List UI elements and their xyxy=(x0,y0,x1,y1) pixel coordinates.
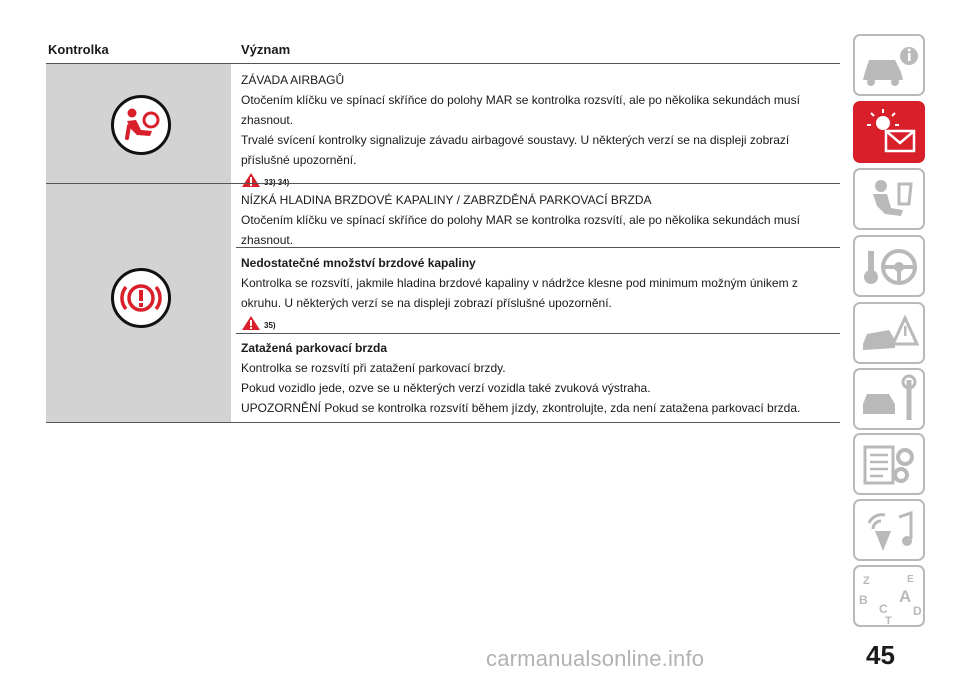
car-info-icon xyxy=(855,36,925,96)
multimedia-tab[interactable] xyxy=(853,499,925,561)
warning-triangle-icon xyxy=(241,172,261,188)
parking-brake-line-1: Kontrolka se rozsvítí při zatažení parkovací brzdy. xyxy=(241,361,506,375)
brake-description xyxy=(241,190,831,250)
table-bottom-rule xyxy=(46,422,840,423)
starting-driving-tab[interactable] xyxy=(853,235,925,297)
parking-brake-section xyxy=(241,338,831,418)
svg-text:A: A xyxy=(899,587,912,606)
brake-fluid-heading: Nedostatečné množství brzdové kapaliny xyxy=(241,256,476,270)
car-wrench-icon xyxy=(855,370,925,430)
airbag-paragraph-2: Trvalé svícení kontrolky signalizuje závadu airbagové soustavy. U některých verzí se na displeji zobrazí příslušné upozornění. xyxy=(241,133,790,167)
svg-text:Z: Z xyxy=(863,575,870,587)
alphabet-index-icon xyxy=(855,567,925,627)
svg-text:C: C xyxy=(879,602,888,616)
brake-sub-divider-2 xyxy=(236,333,840,334)
brake-title: NÍZKÁ HLADINA BRZDOVÉ KAPALINY / ZABRZDĚNÁ PARKOVACÍ BRZDA xyxy=(241,193,652,207)
list-gears-icon xyxy=(855,435,925,495)
brake-fluid-warning-refs xyxy=(241,315,831,331)
airbag-warning-icon xyxy=(111,95,171,155)
airbag-description xyxy=(241,70,831,188)
svg-text:B: B xyxy=(859,593,868,607)
key-steering-icon xyxy=(855,237,925,297)
car-crash-warning-icon xyxy=(855,304,925,364)
airbag-warning-refs xyxy=(241,172,831,188)
emergency-tab[interactable] xyxy=(853,302,925,364)
warning-triangle-icon xyxy=(241,315,261,331)
warning-light-envelope-icon xyxy=(855,103,925,163)
watermark: carmanualsonline.info xyxy=(486,646,705,671)
technical-data-tab[interactable] xyxy=(853,433,925,495)
index-tab[interactable] xyxy=(853,565,925,627)
airbag-title: ZÁVADA AIRBAGŮ xyxy=(241,73,345,87)
antenna-music-icon xyxy=(855,501,925,561)
brake-fluid-section xyxy=(241,253,831,331)
brake-paragraph-1: Otočením klíčku ve spínací skříňce do polohy MAR se kontrolka rozsvítí, ale po několika sekundách musí zhasnout. xyxy=(241,213,800,247)
parking-brake-heading: Zatažená parkovací brzda xyxy=(241,341,388,355)
maintenance-tab[interactable] xyxy=(853,368,925,430)
svg-text:D: D xyxy=(913,604,922,618)
parking-brake-line-3: UPOZORNĚNÍ Pokud se kontrolka rozsvítí během jízdy, zkontrolujte, zda není zatažena parkovací brzda. xyxy=(241,401,801,415)
safety-tab[interactable] xyxy=(853,168,925,230)
brake-sub-divider-1 xyxy=(236,247,840,248)
svg-text:T: T xyxy=(885,615,892,627)
brake-fluid-ref-numbers: 35) xyxy=(264,321,276,330)
brake-fluid-text: Kontrolka se rozsvítí, jakmile hladina brzdové kapaliny v nádržce klesne pod minimum možným únikem z okruhu. U některých verzí se na displeji zobrazí příslušné upozornění. xyxy=(241,276,798,310)
page-number: 45 xyxy=(866,640,895,670)
brake-warning-icon xyxy=(111,268,171,328)
svg-text:E: E xyxy=(907,574,914,585)
column-header-indicator: Kontrolka xyxy=(48,42,109,57)
column-header-meaning: Význam xyxy=(241,42,291,57)
car-info-tab[interactable] xyxy=(853,34,925,96)
parking-brake-line-2: Pokud vozidlo jede, ozve se u některých verzí vozidla také zvuková výstraha. xyxy=(241,381,651,395)
airbag-paragraph-1: Otočením klíčku ve spínací skříňce do polohy MAR se kontrolka rozsvítí, ale po několika sekundách musí zhasnout. xyxy=(241,93,800,127)
seat-airbag-icon xyxy=(855,170,925,230)
warning-lights-tab[interactable] xyxy=(853,101,925,163)
